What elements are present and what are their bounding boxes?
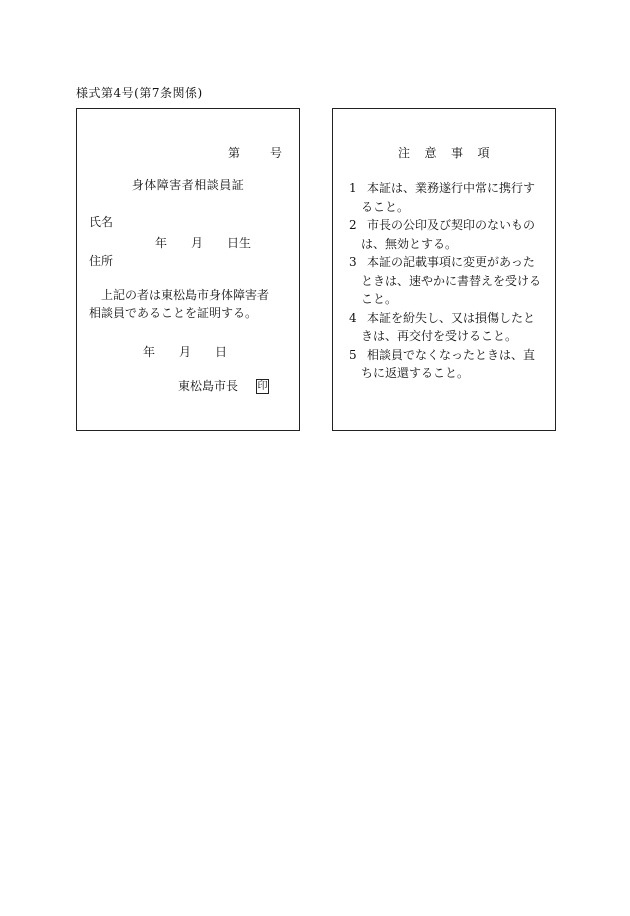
certificate-card-front — [76, 108, 300, 431]
note-text: 本証の記載事項に変更があった — [367, 255, 535, 269]
certification-line: 相談員であることを証明する。 — [89, 306, 258, 320]
note-text: きは、再交付を受けること。 — [361, 329, 518, 343]
birth-month-label: 月 — [191, 236, 204, 250]
note-number: 2 — [349, 218, 357, 232]
certification-statement — [89, 286, 294, 322]
issue-day-label: 日 — [215, 345, 228, 359]
note-item — [349, 253, 545, 309]
certificate-title: 身体障害者相談員証 — [131, 178, 245, 192]
note-text: ちに返還すること。 — [361, 366, 470, 380]
note-item — [349, 309, 545, 346]
number-prefix: 第 — [227, 146, 240, 160]
note-text: 市長の公印及び契印のないもの — [367, 218, 536, 232]
note-text: ときは、速やかに書替えを受ける — [361, 273, 542, 288]
certification-line: 上記の者は東松島市身体障害者 — [101, 288, 270, 302]
issuer-name: 東松島市長 — [178, 379, 239, 393]
birth-year-label: 年 — [155, 236, 168, 250]
notes-title-char: 意 — [424, 146, 437, 160]
issue-month-label: 月 — [179, 345, 192, 359]
notes-title-char: 項 — [477, 146, 491, 160]
certificate-number-label — [228, 144, 282, 161]
note-text: こと。 — [361, 292, 398, 306]
note-text: 相談員でなくなったときは、直 — [367, 347, 536, 362]
note-item — [349, 179, 545, 216]
address-label: 住所 — [89, 254, 114, 268]
note-item — [349, 346, 545, 383]
note-number: 4 — [349, 310, 357, 325]
issue-year-label: 年 — [143, 345, 156, 359]
official-seal-mark: 印 — [257, 381, 268, 392]
note-item — [349, 216, 545, 253]
form-number-label: 様式第4号(第7条関係) — [76, 86, 203, 100]
certificate-card-back — [332, 108, 556, 431]
note-text: ること。 — [361, 199, 410, 214]
note-text: 本証は、業務遂行中常に携行す — [367, 181, 536, 195]
notes-title — [333, 144, 555, 161]
notes-list — [349, 179, 545, 383]
note-text: 本証を紛失し、又は損傷したと — [367, 310, 536, 325]
note-number: 1 — [349, 181, 357, 195]
issuer-line — [178, 377, 269, 394]
issue-date-line — [143, 343, 227, 360]
name-label: 氏名 — [89, 215, 114, 229]
notes-title-char: 事 — [451, 146, 464, 160]
note-number: 5 — [349, 347, 357, 362]
number-suffix: 号 — [269, 146, 282, 160]
birth-date-line — [155, 234, 251, 251]
note-text: は、無効とする。 — [361, 236, 458, 251]
notes-title-char: 注 — [397, 146, 411, 160]
birth-day-label: 日生 — [227, 236, 252, 250]
note-number: 3 — [349, 255, 357, 269]
